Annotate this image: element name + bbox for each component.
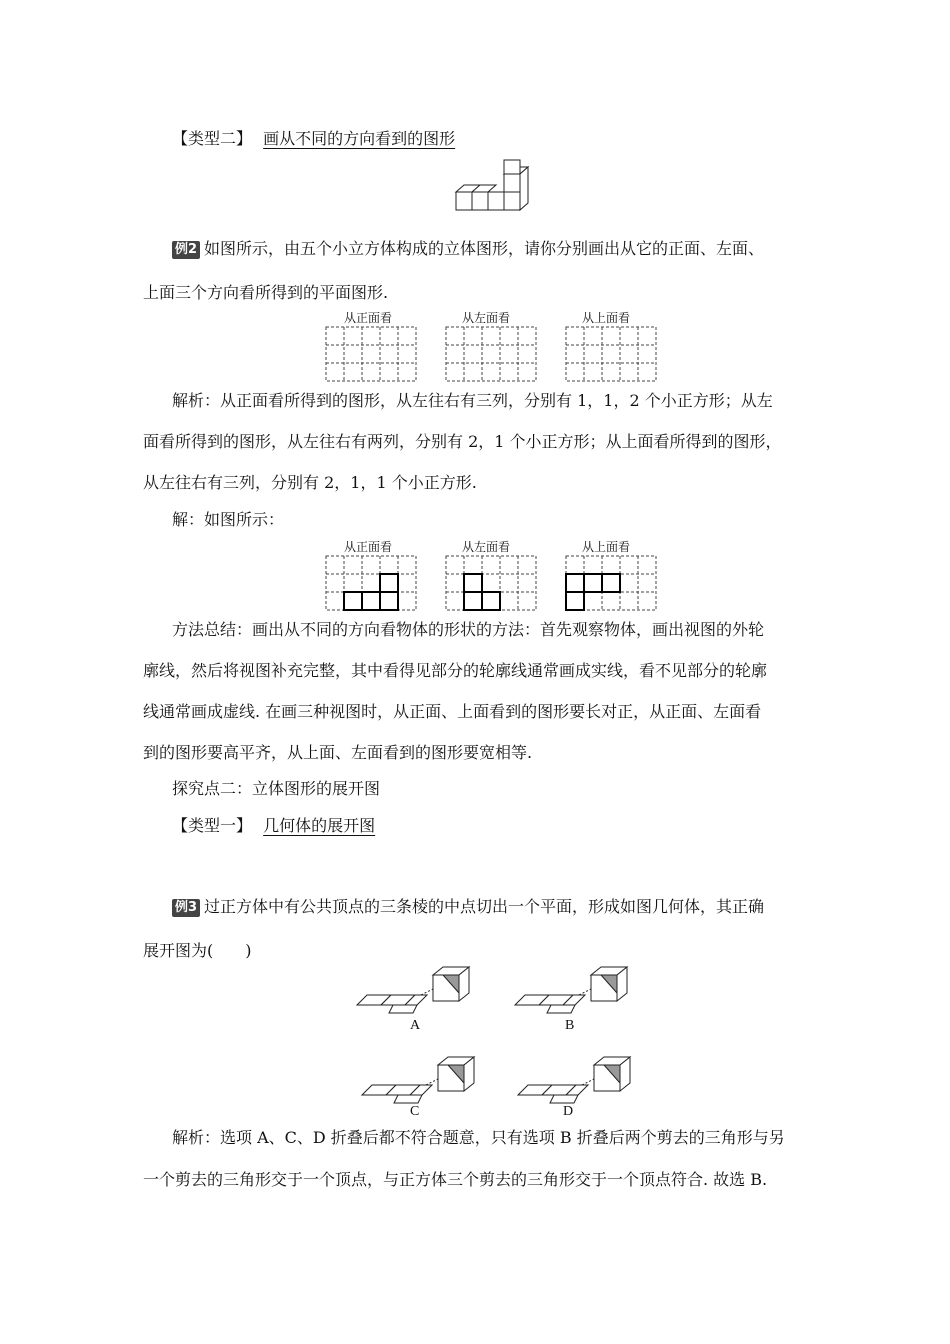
example3-text1: 过正方体中有公共顶点的三条棱的中点切出一个平面，形成如图几何体，其正确 bbox=[204, 897, 765, 916]
analysis2-line1: 解析：从正面看所得到的图形，从左往右有三列，分别有 1，1，2 个小正方形；从左 bbox=[172, 391, 773, 410]
method-line3: 线通常画成虚线. 在画三种视图时，从正面、上面看到的图形要长对正，从正面、左面看 bbox=[143, 702, 762, 721]
blank-caption-left: 从左面看 bbox=[462, 311, 511, 325]
analysis3-line2: 一个剪去的三角形交于一个顶点，与正方体三个剪去的三角形交于一个顶点符合. 故选 B. bbox=[143, 1170, 768, 1189]
blank-grid-front bbox=[325, 326, 420, 384]
blank-grid-top bbox=[565, 326, 660, 384]
option-d-label: D bbox=[563, 1104, 574, 1119]
type1-bracket: 【类型一】 bbox=[172, 816, 253, 835]
explore-point2: 探究点二：立体图形的展开图 bbox=[172, 779, 381, 798]
answer-grid-top bbox=[565, 555, 660, 613]
analysis2-line2: 面看所得到的图形，从左往右有两列，分别有 2，1 个小正方形；从上面看所得到的图形， bbox=[143, 432, 782, 451]
method-line4: 到的图形要高平齐，从上面、左面看到的图形要宽相等. bbox=[143, 743, 533, 762]
type2-bracket: 【类型二】 bbox=[172, 129, 253, 148]
option-c-label: C bbox=[410, 1104, 420, 1119]
example3-line1 bbox=[172, 896, 764, 918]
example3-line2: 展开图为( ) bbox=[143, 941, 252, 960]
answer-caption-top: 从上面看 bbox=[582, 540, 631, 554]
analysis2-line3: 从左往右有三列，分别有 2，1，1 个小正方形. bbox=[143, 473, 477, 492]
option-b-figure bbox=[513, 965, 633, 1015]
answer-caption-left: 从左面看 bbox=[462, 540, 511, 554]
option-a-label: A bbox=[410, 1018, 421, 1033]
solution2: 解：如图所示： bbox=[172, 510, 285, 529]
example2-line1 bbox=[172, 238, 764, 260]
type2-heading bbox=[172, 128, 455, 150]
cube-stack-figure bbox=[450, 155, 530, 215]
answer-caption-front: 从正面看 bbox=[344, 540, 393, 554]
analysis3-line1: 解析：选项 A、C、D 折叠后都不符合题意，只有选项 B 折叠后两个剪去的三角形与另 bbox=[172, 1128, 785, 1147]
blank-caption-front: 从正面看 bbox=[344, 311, 393, 325]
answer-grid-front bbox=[325, 555, 420, 613]
answer-grid-left bbox=[445, 555, 540, 613]
blank-caption-top: 从上面看 bbox=[582, 311, 631, 325]
option-a-figure bbox=[355, 965, 475, 1015]
example2-badge: 例2 bbox=[172, 241, 200, 259]
option-b-label: B bbox=[565, 1018, 575, 1033]
blank-grid-left bbox=[445, 326, 540, 384]
example2-text1: 如图所示，由五个小立方体构成的立体图形，请你分别画出从它的正面、左面、 bbox=[204, 239, 765, 258]
type1-title: 几何体的展开图 bbox=[263, 816, 376, 835]
option-d-figure bbox=[516, 1055, 636, 1105]
type2-title: 画从不同的方向看到的图形 bbox=[263, 129, 456, 148]
method-line1: 方法总结：画出从不同的方向看物体的形状的方法：首先观察物体，画出视图的外轮 bbox=[172, 620, 765, 639]
option-c-figure bbox=[360, 1055, 480, 1105]
example3-badge: 例3 bbox=[172, 899, 200, 917]
type1-heading bbox=[172, 815, 375, 837]
method-line2: 廓线，然后将视图补充完整，其中看得见部分的轮廓线通常画成实线，看不见部分的轮廓 bbox=[143, 661, 768, 680]
example2-line2: 上面三个方向看所得到的平面图形. bbox=[143, 283, 389, 302]
